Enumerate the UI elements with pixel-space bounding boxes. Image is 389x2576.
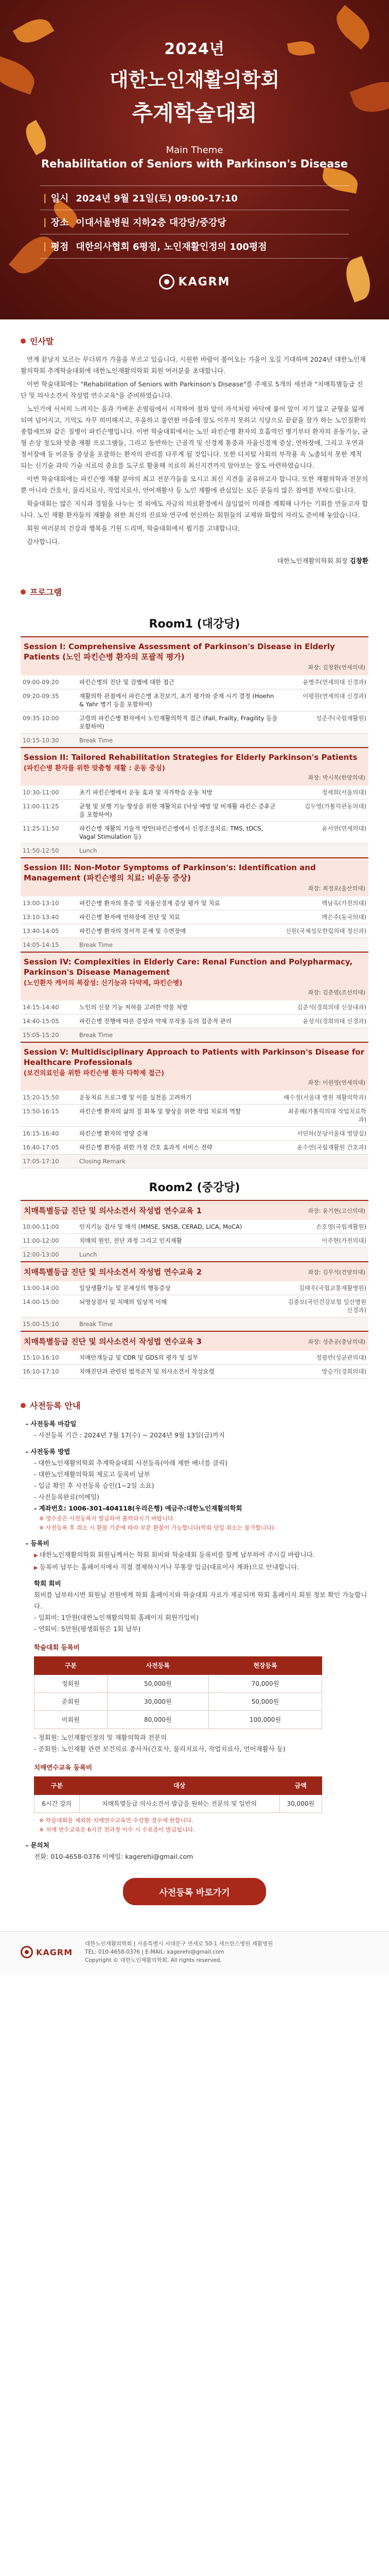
fee-row [34, 1711, 322, 1729]
footer-line: 대한노인재활의학회 | 서울특별시 서대문구 연세로 50-1 세브란스병원 재활병원 [85, 1941, 273, 1947]
program-row [21, 800, 368, 822]
deadline-text: - 사전등록 기간 : 2024년 7월 17(수) ~ 2024년 9월 13일(금)까지 [26, 1430, 368, 1441]
program-topic: 고령의 파킨슨병 환자에서 노인재활의학적 접근 (Fall, Frailty, Fragility 등을 포함하여) [77, 711, 281, 734]
greeting-paragraph: 노인기에 서서히 느려지는 움과 가벼운 손떨림에서 시작하여 점차 앞이 자석처럼 바닥에 붙어 앞이 지기 않고 균형을 잃게 되며 넘어지고, 기억도 자꾸 희미해지고, 우울하고 불안한 마음에 잠도 이루지 못하고 식당으로 끝끝을 잘가 하는 노인질환의 종합세트와 같은 질병이 파킨슨병입니다. 이번 학술대회에서는 노인 파킨슨병 환자의 호흡역인 병기부터 환자의 운동기능, 균형 손상 정도와 맞춤 재활 프로그램들, 그리고 동반하는 근골격 및 신경계 통증과 자율신경계 증상, 연하장애, 그리고 우연과 정서장애 등 비운동 증상을 포괄하는 환자의 관리를 다루게 될 것입니다. 또한 디지털 사회의 부작용 속 노출되지 못한 계적 되는 신기술 과의 기술 치료의 중요를 도구로 활용해 치료의 최신지견까지 알아보는 장도 마련하였습니다. [21, 405, 368, 469]
program-time: 10:15-10:30 [21, 734, 77, 748]
fee-cell: 50,000원 [209, 1693, 322, 1711]
program-topic: 균형 및 보행 기능 향상을 위한 재활치료 (낙상 예방 및 비재활 파킨슨 증후군을 포함하여) [77, 800, 281, 822]
edu-cell: 치매특별등급 의사소견서 발급을 원하는 전문의 및 일반의 [79, 1795, 279, 1813]
program-time: 15:10-16:10 [21, 1351, 77, 1365]
program-speaker: 성준주(국립재활원) [281, 711, 368, 734]
program-speaker: 정세희(서울의대) [281, 786, 368, 800]
program-topic: Lunch [77, 1248, 281, 1262]
registration-heading [21, 1399, 368, 1411]
edu-row [34, 1795, 322, 1813]
program-speaker [281, 1155, 368, 1168]
program-speaker [281, 1317, 368, 1332]
hero-title-line1: 대한노인재활의학회 [109, 69, 280, 91]
account-note: ※ 영수증은 사전등록시 발급하여 출력하시기 바랍니다. [26, 1514, 368, 1523]
preregister-button[interactable]: 사전등록 바로가기 [123, 1878, 266, 1905]
greeting-paragraph: 학술대회는 많은 지식과 경험을 나누는 것 외에도 자금의 의료환경에서 끊임없이 미래를 계획해 나가는 기회를 만들고자 합니다. 노인 재활 환자들의 재활을 위한 최신의 진료와 연구에 헌신하는 회원들의 교제와 화합의 자리도 준비해 놓았습니다. [21, 500, 368, 519]
session-chair: 좌장: 김무석(건양의대) [281, 1262, 368, 1281]
hero-logo-text: KAGRM [178, 275, 231, 289]
program-row [21, 1127, 368, 1141]
footer [0, 1931, 389, 1975]
program-time: 13:40-14:05 [21, 924, 77, 938]
edu-header-cell: 대상 [79, 1777, 279, 1795]
member-item: - 연회비: 5만원(평생회원은 1회 납부) [26, 1623, 368, 1635]
greeting-paragraph: 이번 학술대회에는 파킨슨병 재활 분야의 최고 전문가들을 모시고 최신 지견을 공유하고자 합니다. 또한 재활의학과 전문의뿐 아니라 간호사, 물리치료사, 작업치료사, 언어재활사 등 노인 재활에 관심있는 모든 분들의 많은 참여를 부탁드립니다. [21, 475, 368, 494]
notice-item: ▶ 대한노인재활의학회 회원님께서는 학회 회비와 학술대회 등록비를 함께 납부하여 주시길 바랍니다. [26, 1549, 368, 1562]
program-topic: Break Time [77, 734, 281, 748]
session-chair: 좌장: 최정포(울산의대) [308, 885, 365, 892]
program-speaker: 이평원(연세의대 신경과) [281, 689, 368, 711]
bullet-dot-icon [21, 1403, 26, 1408]
session-title: Session I: Comprehensive Assessment of Parkinson's Disease in Elderly Patients (노인 파킨슨병 환자의 포괄적 평가) [24, 642, 335, 662]
program-speaker: 김두영(가톨릭관동의대) [281, 800, 368, 822]
hero-info-date [40, 185, 349, 210]
program-time: 09:35-10:00 [21, 711, 77, 734]
bar-icon: | [43, 192, 47, 204]
program-speaker [281, 938, 368, 953]
program-topic: 치매진단과 관련된 법적준칙 및 의사소견서 작성요령 [77, 1365, 281, 1379]
footer-line: Copyright © 대한노인재활의학회. All rights reserved. [85, 1957, 222, 1963]
registration-details [21, 1418, 368, 1862]
greeting-paragraph: 회원 여러분의 건강과 행복을 기원 드리며, 학술대회에서 뵙기를 고대합니다. [27, 524, 240, 532]
session-chair: 좌장: 박시복(한양의대) [308, 774, 365, 781]
program-topic: 치매안개등급 및 CDR 및 GDS의 평가 및 실무 [77, 1351, 281, 1365]
bar-icon: | [43, 216, 47, 228]
program-time: 09:00-09:20 [21, 675, 77, 689]
session-title: Session IV: Complexities in Elderly Care: Renal Function and Polypharmacy, Parkinson's Disease Management [24, 957, 353, 977]
edu-cell: 6시간 강의 [34, 1795, 80, 1813]
hero-info-value: 대한의사협회 6평점, 노인재활인정의 100평점 [76, 242, 267, 252]
program-topic: Break Time [77, 1028, 281, 1043]
program-row [21, 1317, 368, 1332]
bullet-dot-icon [21, 338, 26, 344]
program-speaker: 윤병주(연세의대 신경과) [281, 675, 368, 689]
fee-cell: 100,000원 [209, 1711, 322, 1729]
session-title: 치매특별등급 진단 및 의사소견서 작성법 연수교육 1 [21, 1200, 281, 1220]
session-header-cell [21, 637, 368, 675]
edu-note: ※ 학술대회를 제외한 치매연수교육만 수강할 경우에 한합니다. [26, 1816, 368, 1825]
program-row [21, 1365, 368, 1379]
greeting-paragraph: 연계 끝날지 모르는 무더위가 가을을 부르고 있습니다. 시원한 바람이 불어오는 가을이 오길 기대하며 2024년 대한노인재활의학회 추계학술대회에 대한노인재활의학회 회원 여러분을 초대합니다. [21, 355, 366, 375]
bullet-dot-icon [21, 589, 26, 595]
society-logo-icon [159, 274, 174, 290]
program-row [21, 910, 368, 924]
session-subtitle: (노인환자 케어의 복잡성: 신기능과 다약제, 파킨슨병) [24, 979, 183, 987]
program-time: 11:50-12:50 [21, 844, 77, 858]
program-speaker [281, 1248, 368, 1262]
session-header [21, 1042, 368, 1091]
program-time: 14:05-14:15 [21, 938, 77, 953]
session-title: Session II: Tailored Rehabilitation Strategies for Elderly Parkinson's Patients [24, 753, 358, 762]
program-row [21, 1028, 368, 1043]
footer-logo [21, 1946, 73, 1958]
program-topic: 파킨슨병 환자의 삶의 질 회복 및 향상을 위한 작업 치료의 역할 [77, 1105, 281, 1127]
session-header-cell [21, 952, 368, 1001]
notice-item: ▶ 등록비 납부는 홈페이지에서 직접 결제하시거나 무통장 입금(대표이사 계좌)으로 안내합니다. [26, 1562, 368, 1574]
program-speaker [281, 844, 368, 858]
program-speaker: 윤수연(국립재활원 간호과) [281, 1141, 368, 1155]
cta-wrap [21, 1862, 368, 1926]
session-header [21, 1200, 368, 1220]
program-time: 16:40-17:05 [21, 1141, 77, 1155]
fee-header-cell: 구분 [34, 1657, 108, 1675]
fee-note: - 정회원: 노인재활인정의 및 재활의학과 전문의 [26, 1732, 368, 1743]
program-speaker: 정광만(성균관의대) [281, 1351, 368, 1365]
program-row [21, 1155, 368, 1168]
session-header-cell [21, 748, 368, 786]
program-speaker: 백은주(동국의대) [281, 910, 368, 924]
edu-header-cell: 금액 [279, 1777, 322, 1795]
greeting-section [0, 319, 389, 570]
session-title: Session V: Multidisciplinary Approach to Patients with Parkinson's Disease for Healthcare Professionals [24, 1047, 365, 1067]
program-speaker: 배수정(서울대 병원 재활의학과) [281, 1091, 368, 1105]
program-time: 14:15-14:40 [21, 1001, 77, 1014]
account-note: ※ 사전등록 후 취소 시 환불 기준에 따라 부분 환불이 가능합니다(학회 당일 취소는 불가합니다). [26, 1523, 368, 1533]
program-topic: 파킨슨병의 진단 및 감별에 대한 접근 [77, 675, 281, 689]
session-subtitle: (보건의료인을 위한 파킨슨병 환자 다학제 접근) [24, 1070, 165, 1077]
fee-table [34, 1656, 322, 1729]
program-row [21, 1281, 368, 1295]
program-topic: 파킨슨병 진행에 따른 증상과 약제 부작용 등의 집중적 관리 [77, 1014, 281, 1028]
session-title: 치매특별등급 진단 및 의사소견서 작성법 연수교육 3 [21, 1331, 281, 1351]
fee-cell: 정회원 [34, 1675, 108, 1693]
edu-fee-table [34, 1776, 322, 1813]
hero-logo [0, 274, 389, 290]
fee-cell: 70,000원 [209, 1675, 322, 1693]
registration-heading-text: 사전등록 안내 [30, 1401, 81, 1411]
program-speaker [281, 734, 368, 748]
program-heading-text: 프로그램 [30, 587, 62, 597]
method-item: - 대한노인재활의학회 추계학술대회 사전등록(아래 제한 배너를 클릭) [26, 1458, 368, 1469]
hero-info-list [40, 185, 349, 259]
program-row [21, 1248, 368, 1262]
deadline-label: - 사전등록 마감일 [26, 1418, 368, 1430]
program-speaker: 신원(국제성모한림의대 정신과) [281, 924, 368, 938]
program-speaker: 윤서연(연세의대) [281, 822, 368, 844]
greeting-heading-text: 인사말 [30, 336, 54, 346]
greeting-paragraph: 감사합니다. [27, 538, 60, 546]
session-header [21, 748, 368, 786]
program-row [21, 689, 368, 711]
room1-title: Room1 (대강당) [149, 618, 240, 631]
program-speaker: 방승기(경희의대) [281, 1365, 368, 1379]
fee-cell: 30,000원 [107, 1693, 208, 1711]
member-item: - 입회비: 1만원(대한노인재활의학회 홈페이지 회원가입비) [26, 1612, 368, 1623]
greeting-heading [21, 335, 368, 347]
signature [21, 556, 368, 565]
program-speaker: 손호영(국립재활원) [281, 1220, 368, 1234]
footer-logo-text: KAGRM [36, 1947, 73, 1957]
hero-theme-label: Main Theme [166, 145, 223, 156]
program-row [21, 1091, 368, 1105]
session-subtitle: (파킨슨병 환자를 위한 맞춤형 재활 : 운동 중심) [24, 765, 165, 772]
program-row [21, 675, 368, 689]
fee-cell: 준회원 [34, 1693, 108, 1711]
program-speaker: 최종혜(가톨릭의대 작업치료학과) [281, 1105, 368, 1127]
program-time: 13:10-13:40 [21, 910, 77, 924]
greeting-paragraph: 이번 학술대회에는 "Rehabilitation of Seniors with Parkinson's Disease"를 주제로 5개의 세션과 "치매특별등급 진단 및 의사소견서 작성법 연수교육"을 준비하였습니다. [21, 380, 363, 399]
program-topic: 파킨슨병 환자의 정서적 문제 및 수면장애 [77, 924, 281, 938]
hero-info-value: 이대서울병원 지하2층 대강당/중강당 [76, 217, 226, 228]
edu-note: ※ 치매 연수교육은 6시간 전과정 이수 시 수료증이 발급됩니다. [26, 1825, 368, 1835]
program-topic: 파킨슨병 환자의 통증 및 자율신경계 증상 평가 및 치료 [77, 896, 281, 910]
program-speaker: 서민하(분당서울대 영양실) [281, 1127, 368, 1141]
contact-label: - 문의처 [26, 1840, 368, 1851]
program-topic: 파킨슨병 환자를 위한 가정 간호 효과적 서비스 전략 [77, 1141, 281, 1155]
program-row [21, 1351, 368, 1365]
program-time: 14:40-15:05 [21, 1014, 77, 1028]
member-label: 학회 회비 [34, 1580, 61, 1587]
program-topic: 인지기능 검사 및 해석 (MMSE, SNSB, CERAD, LICA, MoCA) [77, 1220, 281, 1234]
program-time: 13:00-14:00 [21, 1281, 77, 1295]
session-header [21, 858, 368, 896]
program-time: 10:00-11:00 [21, 1220, 77, 1234]
program-speaker: 김충보(국민건강보험 일산병원 신경과) [281, 1295, 368, 1317]
program-topic: 뇌영상검사 및 치매의 임상적 이해 [77, 1295, 281, 1317]
hero-info-key: 장소 [50, 217, 69, 228]
program-time: 09:20-09:35 [21, 689, 77, 711]
room1-program-table [21, 636, 368, 1168]
member-text: 회비를 납부하시면 회원님 전원에게 학회 홈페이지와 학술대회 자료가 제공되며 학회 홈페이지 회원 정보 확인 가능합니다. [34, 1591, 367, 1610]
hero-title-line2: 추계학술대회 [132, 100, 257, 126]
session-title: 치매특별등급 진단 및 의사소견서 작성법 연수교육 2 [21, 1262, 281, 1281]
method-label: - 사전등록 방법 [26, 1446, 368, 1458]
program-topic: 초기 파킨슨병에서 운동 효과 및 자가학습 운동 처방 [77, 786, 281, 800]
hero-info-key: 일시 [50, 193, 69, 204]
fee-cell: 50,000원 [107, 1675, 208, 1693]
program-topic: Break Time [77, 1317, 281, 1332]
room2-title: Room2 (중강당) [149, 1181, 240, 1194]
program-time: 10:30-11:00 [21, 786, 77, 800]
notice-label: - 등록비 [26, 1538, 368, 1549]
program-row [21, 1001, 368, 1014]
session-header-cell [21, 1042, 368, 1091]
hero-info-value: 2024년 9월 21일(토) 09:00-17:10 [76, 193, 238, 204]
footer-text [85, 1940, 273, 1964]
signature-org: 대한노인재활의학회 회장 [277, 557, 348, 565]
program-topic: Lunch [77, 844, 281, 858]
program-row [21, 1141, 368, 1155]
session-header [21, 1331, 368, 1351]
program-time: 16:15-16:40 [21, 1127, 77, 1141]
fee-table-title: 학술대회 등록비 [34, 1643, 80, 1651]
program-time: 15:00-15:10 [21, 1317, 77, 1332]
program-time: 11:25-11:50 [21, 822, 77, 844]
program-row [21, 1295, 368, 1317]
program-speaker: 이주현(가천의대) [281, 1234, 368, 1248]
hero-info-credit [40, 234, 349, 259]
method-item: - 입금 확인 후 사전등록 승인(1~2일 소요) [26, 1480, 368, 1492]
program-row [21, 1105, 368, 1127]
program-row [21, 1234, 368, 1248]
society-logo-icon [21, 1946, 33, 1958]
edu-table-title: 치매연수교육 등록비 [34, 1764, 93, 1771]
session-header [21, 1262, 368, 1281]
account-number: - 계좌번호: 1006-301-404118(우리은행) 예금주:대한노인재활의학회 [26, 1503, 368, 1514]
fee-cell: 80,000원 [107, 1711, 208, 1729]
session-header [21, 637, 368, 675]
program-topic: 노인의 신장 기능 저하를 고려한 약물 처방 [77, 1001, 281, 1014]
room2-program-table [21, 1200, 368, 1379]
session-header-cell [21, 858, 368, 896]
fee-row [34, 1693, 322, 1711]
program-time: 15:50-16:15 [21, 1105, 77, 1127]
program-heading [21, 586, 368, 598]
session-chair: 좌장: 성춘공(충남의대) [281, 1331, 368, 1351]
session-chair: 좌장: 김창환(연세의대) [308, 664, 365, 671]
program-time: 12:00-13:00 [21, 1248, 77, 1262]
hero-info-key: 평점 [50, 242, 69, 252]
hero-theme: Rehabilitation of Seniors with Parkinson's Disease [41, 158, 348, 170]
program-topic: 파킨슨병 재활의 기술적 방안(파킨슨병에서 신경조절치료: TMS, tDCS, Vagal Stimulation 등) [77, 822, 281, 844]
program-time: 11:00-11:25 [21, 800, 77, 822]
program-topic: 재활의학 관점에서 파킨슨병 초진보기, 초기 평가와 중재 시기 결정 (Hoehn & Yahr 병기 등을 포함하여) [77, 689, 281, 711]
program-row [21, 844, 368, 858]
hero-year: 2024년 [164, 40, 225, 58]
program-time: 13:00-13:10 [21, 896, 77, 910]
program-time: 15:20-15:50 [21, 1091, 77, 1105]
program-row [21, 822, 368, 844]
session-header [21, 952, 368, 1001]
hero-content [0, 0, 389, 290]
fee-cell: 비회원 [34, 1711, 108, 1729]
program-time: 17:05-17:10 [21, 1155, 77, 1168]
program-topic: 운동치료 프로그램 및 이를 실천을 고려하기 [77, 1091, 281, 1105]
fee-row [34, 1675, 322, 1693]
hero-info-venue [40, 210, 349, 234]
program-row [21, 1220, 368, 1234]
fee-header-cell: 현장등록 [209, 1657, 322, 1675]
program-topic: 일상생활기능 및 문제성의 행동증상 [77, 1281, 281, 1295]
session-title: Session III: Non-Motor Symptoms of Parkinson's: Identification and Management (파킨슨병의 치료: 비운동 증상) [24, 863, 316, 883]
program-row [21, 786, 368, 800]
fee-header-cell: 사전등록 [107, 1657, 208, 1675]
program-speaker: 백남욱(가천의대) [281, 896, 368, 910]
program-time: 15:05-15:20 [21, 1028, 77, 1043]
signature-name: 김창환 [349, 557, 368, 565]
program-section [0, 570, 389, 1384]
program-topic: 파킨슨병 환자의 영양 증재 [77, 1127, 281, 1141]
edu-cell: 30,000원 [279, 1795, 322, 1813]
program-speaker: 윤성식(경희의대 신경과) [281, 1014, 368, 1028]
hero-banner [0, 0, 389, 319]
edu-header-cell: 구분 [34, 1777, 80, 1795]
program-time: 11:00-12:00 [21, 1234, 77, 1248]
program-topic: Closing Remark [77, 1155, 281, 1168]
program-topic: 파킨슨병 환자에 연하장애 진단 및 치료 [77, 910, 281, 924]
program-speaker: 김준석(경희의대 신장내과) [281, 1001, 368, 1014]
program-row [21, 896, 368, 910]
program-row [21, 734, 368, 748]
contact-text: 전화: 010-4658-0376 이메일: kagerehi@gmail.com [34, 1853, 193, 1860]
bar-icon: | [43, 241, 47, 252]
program-row [21, 711, 368, 734]
program-topic: Break Time [77, 938, 281, 953]
program-speaker: 김태우(국립교통재활병원) [281, 1281, 368, 1295]
session-chair: 좌장: 이원영(연세의대) [308, 1079, 365, 1086]
footer-line: TEL: 010-4658-0376 | E-MAIL: kagerehi@gmail.com [85, 1949, 224, 1955]
session-chair: 좌장: 윤기현(고신의대) [281, 1200, 368, 1220]
program-time: 16:10-17:10 [21, 1365, 77, 1379]
program-topic: 치매의 원인, 진단 과정 그리고 인지재활 [77, 1234, 281, 1248]
fee-note: - 준회원: 노인재활 관련 보건의료 종사자(간호사, 물리치료사, 작업치료사, 언어재활사 등) [26, 1743, 368, 1755]
edu-header-row [34, 1777, 322, 1795]
program-row [21, 938, 368, 953]
program-time: 14:00-15:00 [21, 1295, 77, 1317]
method-item: - 대한노인재활의학회 제로고 등록비 납부 [26, 1469, 368, 1480]
session-chair: 좌장: 김춘범(조선의대) [308, 989, 365, 996]
program-row [21, 924, 368, 938]
program-row [21, 1014, 368, 1028]
program-speaker [281, 1028, 368, 1043]
method-item: - 사전등록완료(이메일) [26, 1492, 368, 1503]
fee-header-row [34, 1657, 322, 1675]
registration-section [0, 1384, 389, 1931]
